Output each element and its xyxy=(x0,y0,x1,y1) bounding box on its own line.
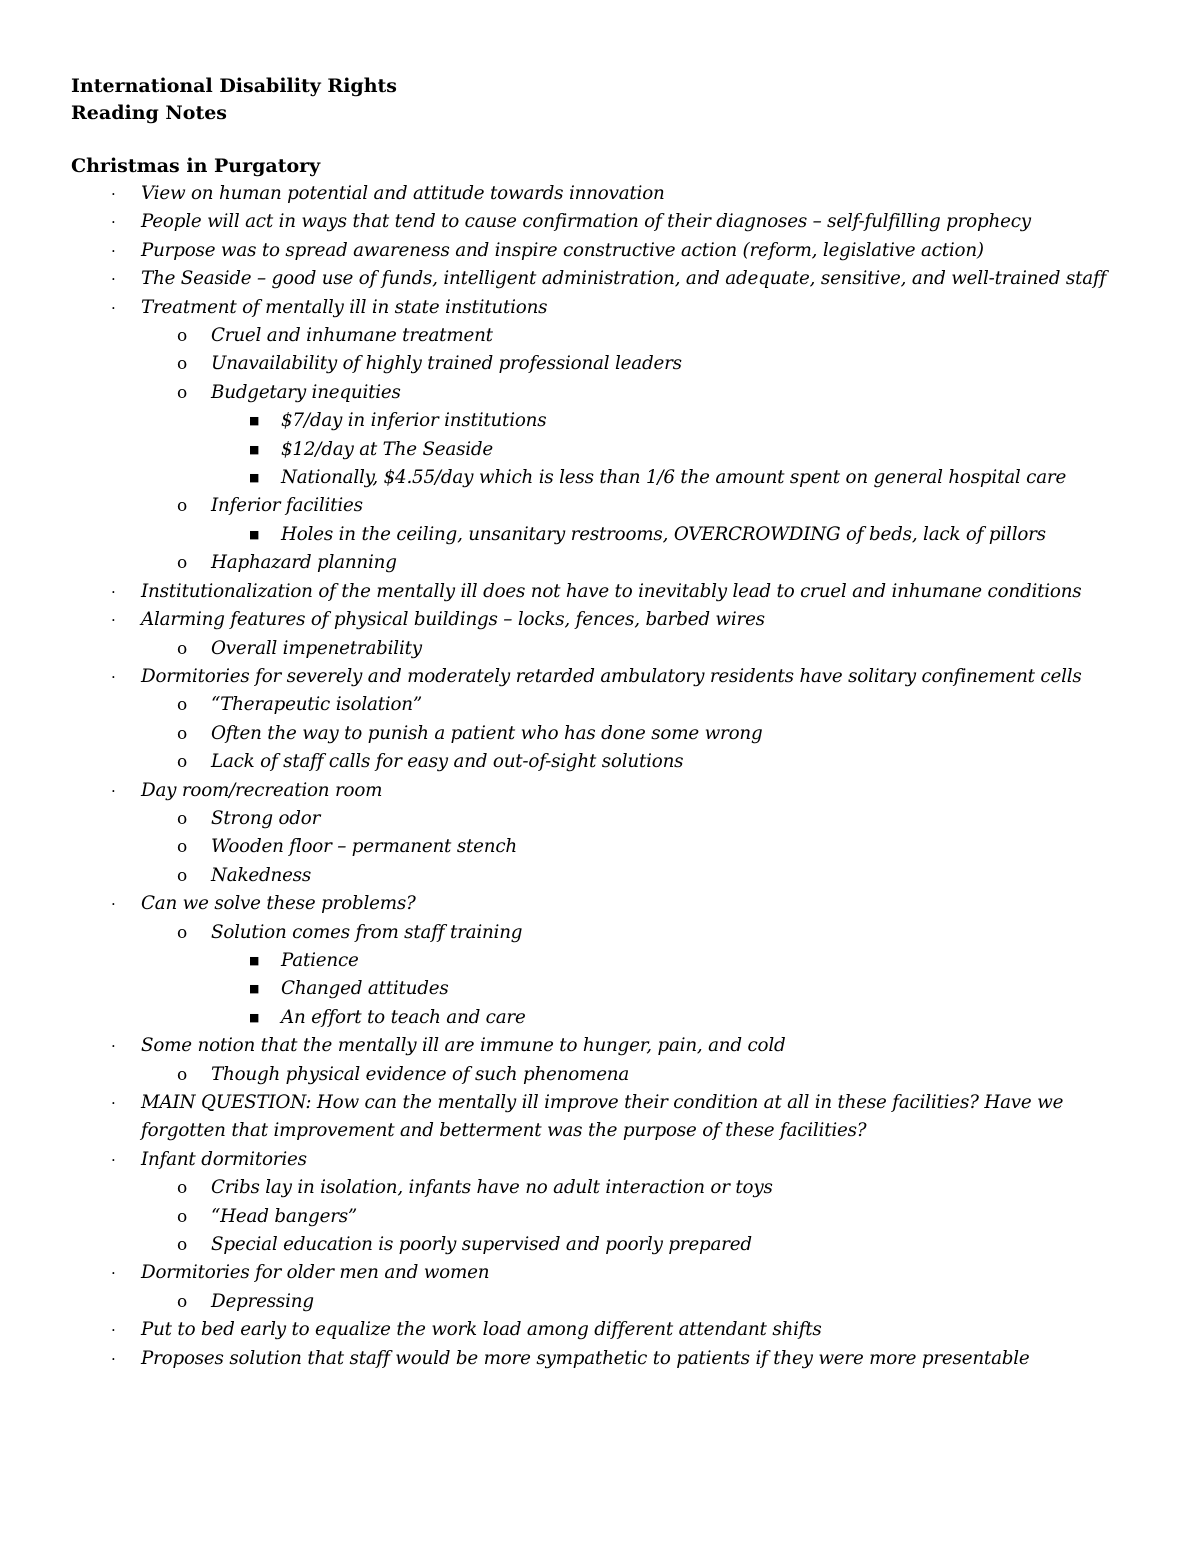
bullet-circle-icon: o xyxy=(177,752,188,773)
bullet-circle-icon: o xyxy=(177,808,188,829)
outline-item-level-2 xyxy=(71,549,1151,577)
outline-item-level-1 xyxy=(71,890,1151,918)
bullet-dot-icon: · xyxy=(111,667,116,686)
outline-item-level-1 xyxy=(71,1032,1151,1060)
outline-item-text: Put to bed early to equalize the work load among different attendant shifts xyxy=(141,1319,822,1341)
outline-item-text: Though physical evidence of such phenomena xyxy=(211,1063,630,1085)
outline-item-text: Solution comes from staff training xyxy=(211,921,523,943)
bullet-dot-icon: · xyxy=(111,582,116,601)
bullet-square-icon: ■ xyxy=(249,527,260,541)
outline-item-level-2 xyxy=(71,350,1151,378)
outline-item-level-2 xyxy=(71,1061,1151,1089)
bullet-dot-icon: · xyxy=(111,185,116,203)
outline-item-text: Budgetary inequities xyxy=(211,381,401,403)
bullet-dot-icon: · xyxy=(111,1094,116,1112)
bullet-circle-icon: o xyxy=(177,1235,188,1256)
outline-item-level-3 xyxy=(71,947,1151,975)
bullet-square-icon: ■ xyxy=(249,1010,260,1024)
bullet-circle-icon: o xyxy=(177,1178,188,1199)
outline-item-level-2 xyxy=(71,322,1151,350)
outline-item-level-2 xyxy=(71,805,1151,833)
outline-item-text: Holes in the ceiling, unsanitary restrooms, OVERCROWDING of beds, lack of pillors xyxy=(281,523,1046,545)
bullet-dot-icon: · xyxy=(111,611,116,630)
outline-item-level-2 xyxy=(71,833,1151,861)
outline-item-text: Some notion that the mentally ill are immune to hunger, pain, and cold xyxy=(141,1035,786,1057)
document-page xyxy=(71,73,1151,1373)
bullet-circle-icon: o xyxy=(177,865,188,886)
outline-item-text: “Head bangers” xyxy=(211,1205,358,1227)
outline-item-level-2 xyxy=(71,691,1151,719)
outline-item-level-1 xyxy=(71,294,1151,322)
bullet-dot-icon: · xyxy=(111,298,116,317)
outline-item-level-2 xyxy=(71,492,1151,520)
outline-item-level-1 xyxy=(71,1089,1151,1146)
outline-item-text: Institutionalization of the mentally ill does not have to inevitably lead to cruel and inhumane conditions xyxy=(141,580,1082,602)
outline-item-text: Nationally, $4.55/day which is less than 1/6 the amount spent on general hospital care xyxy=(281,467,1067,489)
section-title: Christmas in Purgatory xyxy=(71,155,321,177)
outline-item-level-2 xyxy=(71,720,1151,748)
outline-item-text: $7/day in inferior institutions xyxy=(281,410,547,432)
outline-item-text: Haphazard planning xyxy=(211,552,397,574)
bullet-dot-icon: · xyxy=(111,213,116,232)
outline-item-level-1 xyxy=(71,1345,1151,1373)
bullet-dot-icon: · xyxy=(111,270,116,289)
outline-item-level-1 xyxy=(71,1146,1151,1174)
outline-item-text: The Seaside – good use of funds, intelligent administration, and adequate, sensitive, and well-trained staff xyxy=(141,268,1107,290)
outline-item-text: Depressing xyxy=(211,1290,314,1312)
bullet-dot-icon: · xyxy=(111,1349,116,1368)
outline-item-text: Day room/recreation room xyxy=(141,779,383,801)
outline-item-level-3 xyxy=(71,436,1151,464)
bullet-circle-icon: o xyxy=(177,1291,188,1312)
bullet-dot-icon: · xyxy=(111,1321,116,1340)
bullet-square-icon: ■ xyxy=(249,414,260,428)
outline-item-text: Cribs lay in isolation, infants have no adult interaction or toys xyxy=(211,1177,773,1199)
outline-item-text: Often the way to punish a patient who has done some wrong xyxy=(211,722,763,744)
outline-item-text: Alarming features of physical buildings – locks, fences, barbed wires xyxy=(141,609,765,631)
outline-item-level-1 xyxy=(71,606,1151,634)
outline-item-text: Patience xyxy=(281,949,359,971)
outline-item-text: “Therapeutic isolation” xyxy=(211,694,423,716)
bullet-dot-icon: · xyxy=(111,895,116,914)
outline-item-text: Proposes solution that staff would be more sympathetic to patients if they were more presentable xyxy=(141,1347,1030,1369)
outline-item-level-2 xyxy=(71,1203,1151,1231)
outline-item-text: Strong odor xyxy=(211,807,321,829)
bullet-dot-icon: · xyxy=(111,1037,116,1056)
bullet-square-icon: ■ xyxy=(249,442,260,456)
outline-item-level-2 xyxy=(71,862,1151,890)
spacer xyxy=(71,127,1151,153)
outline-item-text: Changed attitudes xyxy=(281,978,449,1000)
bullet-circle-icon: o xyxy=(177,326,188,347)
bullet-circle-icon: o xyxy=(177,1064,188,1085)
notes-outline xyxy=(71,180,1151,1373)
outline-item-level-3 xyxy=(71,407,1151,435)
outline-item-text: Unavailability of highly trained professional leaders xyxy=(211,353,682,375)
outline-item-level-1 xyxy=(71,237,1151,265)
outline-item-level-1 xyxy=(71,777,1151,805)
outline-item-text: Treatment of mentally ill in state institutions xyxy=(141,296,548,318)
outline-item-text: Dormitories for older men and women xyxy=(141,1262,490,1284)
outline-item-level-1 xyxy=(71,578,1151,606)
outline-item-level-3 xyxy=(71,521,1151,549)
outline-item-text: Can we solve these problems? xyxy=(141,893,416,915)
outline-item-level-2 xyxy=(71,748,1151,776)
bullet-circle-icon: o xyxy=(177,496,188,517)
outline-item-text: Nakedness xyxy=(211,864,312,886)
bullet-circle-icon: o xyxy=(177,695,188,716)
outline-item-text: Inferior facilities xyxy=(211,495,363,517)
outline-item-text: Infant dormitories xyxy=(141,1148,307,1170)
outline-item-level-2 xyxy=(71,1288,1151,1316)
outline-item-level-3 xyxy=(71,1004,1151,1032)
outline-item-level-1 xyxy=(71,1316,1151,1344)
outline-item-level-2 xyxy=(71,379,1151,407)
bullet-dot-icon: · xyxy=(111,1264,116,1283)
outline-item-text: People will act in ways that tend to cause confirmation of their diagnoses – self-fulfilling prophecy xyxy=(141,211,1031,233)
outline-item-level-1 xyxy=(71,208,1151,236)
outline-item-text: Lack of staff calls for easy and out-of-sight solutions xyxy=(211,751,684,773)
outline-item-text: $12/day at The Seaside xyxy=(281,438,494,460)
bullet-square-icon: ■ xyxy=(249,982,260,996)
outline-item-level-2 xyxy=(71,1231,1151,1259)
bullet-circle-icon: o xyxy=(177,354,188,375)
outline-item-text: Special education is poorly supervised and poorly prepared xyxy=(211,1234,752,1256)
bullet-circle-icon: o xyxy=(177,723,188,744)
outline-item-level-3 xyxy=(71,975,1151,1003)
bullet-square-icon: ■ xyxy=(249,953,260,967)
bullet-dot-icon: · xyxy=(111,1150,116,1169)
bullet-dot-icon: · xyxy=(111,781,116,800)
outline-item-level-2 xyxy=(71,1174,1151,1202)
outline-item-level-1 xyxy=(71,265,1151,293)
bullet-circle-icon: o xyxy=(177,1206,188,1227)
document-title: International Disability Rights xyxy=(71,75,397,97)
outline-item-text: Cruel and inhumane treatment xyxy=(211,325,493,347)
outline-item-level-2 xyxy=(71,919,1151,947)
outline-item-text: View on human potential and attitude towards innovation xyxy=(141,183,665,204)
outline-item-text: Purpose was to spread awareness and inspire constructive action (reform, legislative action) xyxy=(141,239,984,261)
bullet-circle-icon: o xyxy=(177,638,188,659)
outline-item-text: Dormitories for severely and moderately retarded ambulatory residents have solitary confinement cells xyxy=(141,665,1082,687)
outline-item-text: Overall impenetrability xyxy=(211,637,422,659)
outline-item-level-1 xyxy=(71,180,1151,208)
document-subtitle: Reading Notes xyxy=(71,102,228,124)
outline-item-text: MAIN QUESTION: How can the mentally ill improve their condition at all in these facilities? Have we forgotten that improvement and betterment was the purpose of these facilities? xyxy=(141,1092,1064,1142)
bullet-circle-icon: o xyxy=(177,382,188,403)
outline-item-text: An effort to teach and care xyxy=(281,1006,526,1028)
outline-item-level-2 xyxy=(71,635,1151,663)
bullet-circle-icon: o xyxy=(177,837,188,858)
outline-item-level-1 xyxy=(71,1259,1151,1287)
bullet-circle-icon: o xyxy=(177,553,188,574)
bullet-square-icon: ■ xyxy=(249,471,260,485)
bullet-circle-icon: o xyxy=(177,922,188,943)
outline-item-level-1 xyxy=(71,663,1151,691)
bullet-dot-icon: · xyxy=(111,241,116,260)
outline-item-level-3 xyxy=(71,464,1151,492)
outline-item-text: Wooden floor – permanent stench xyxy=(211,836,517,858)
